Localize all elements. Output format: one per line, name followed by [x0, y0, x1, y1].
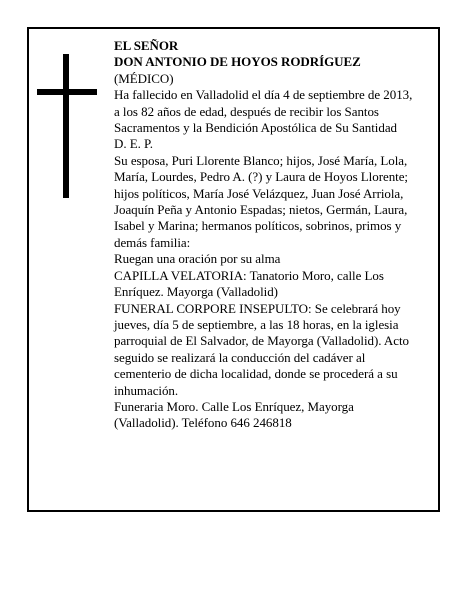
funeral-info: FUNERAL CORPORE INSEPULTO: Se celebrará hoy jueves, día 5 de septiembre, a las 18 horas, en la iglesia parroquial de El Salvador, de Mayorga (Valladolid). Acto seguido se realizará la conducción del cadáver al cementerio de dicha localidad, donde se procederá a su inhumación. [114, 300, 409, 398]
cross-icon [37, 54, 97, 198]
prayer-request: Ruegan una oración por su alma [114, 251, 281, 267]
profession: (MÉDICO) [114, 70, 174, 86]
chapel-info: CAPILLA VELATORIA: Tanatorio Moro, calle Los Enríquez. Mayorga (Valladolid) [114, 267, 384, 300]
deceased-name: DON ANTONIO DE HOYOS RODRÍGUEZ [114, 54, 361, 70]
obituary-text [114, 38, 420, 432]
rip: D. E. P. [114, 136, 153, 152]
death-notice: Ha fallecido en Valladolid el día 4 de septiembre de 2013, a los 82 años de edad, después de recibir los Santos Sacramentos y la Bendición Apostólica de Su Santidad [114, 87, 413, 136]
heading-title: EL SEÑOR [114, 38, 179, 53]
family-list: Su esposa, Puri Llorente Blanco; hijos, José María, Lola, María, Lourdes, Pedro A. (?) y Laura de Hoyos Llorente; hijos políticos, María José Velázquez, Juan José Arriola, Joaquín Peña y Antonio Espadas; nietos, Germán, Laura, Isabel y Marina; hermanos políticos, sobrinos, primos y demás familia: [114, 152, 408, 250]
funeral-home-info: Funeraria Moro. Calle Los Enríquez, Mayorga (Valladolid). Teléfono 646 246818 [114, 398, 354, 431]
